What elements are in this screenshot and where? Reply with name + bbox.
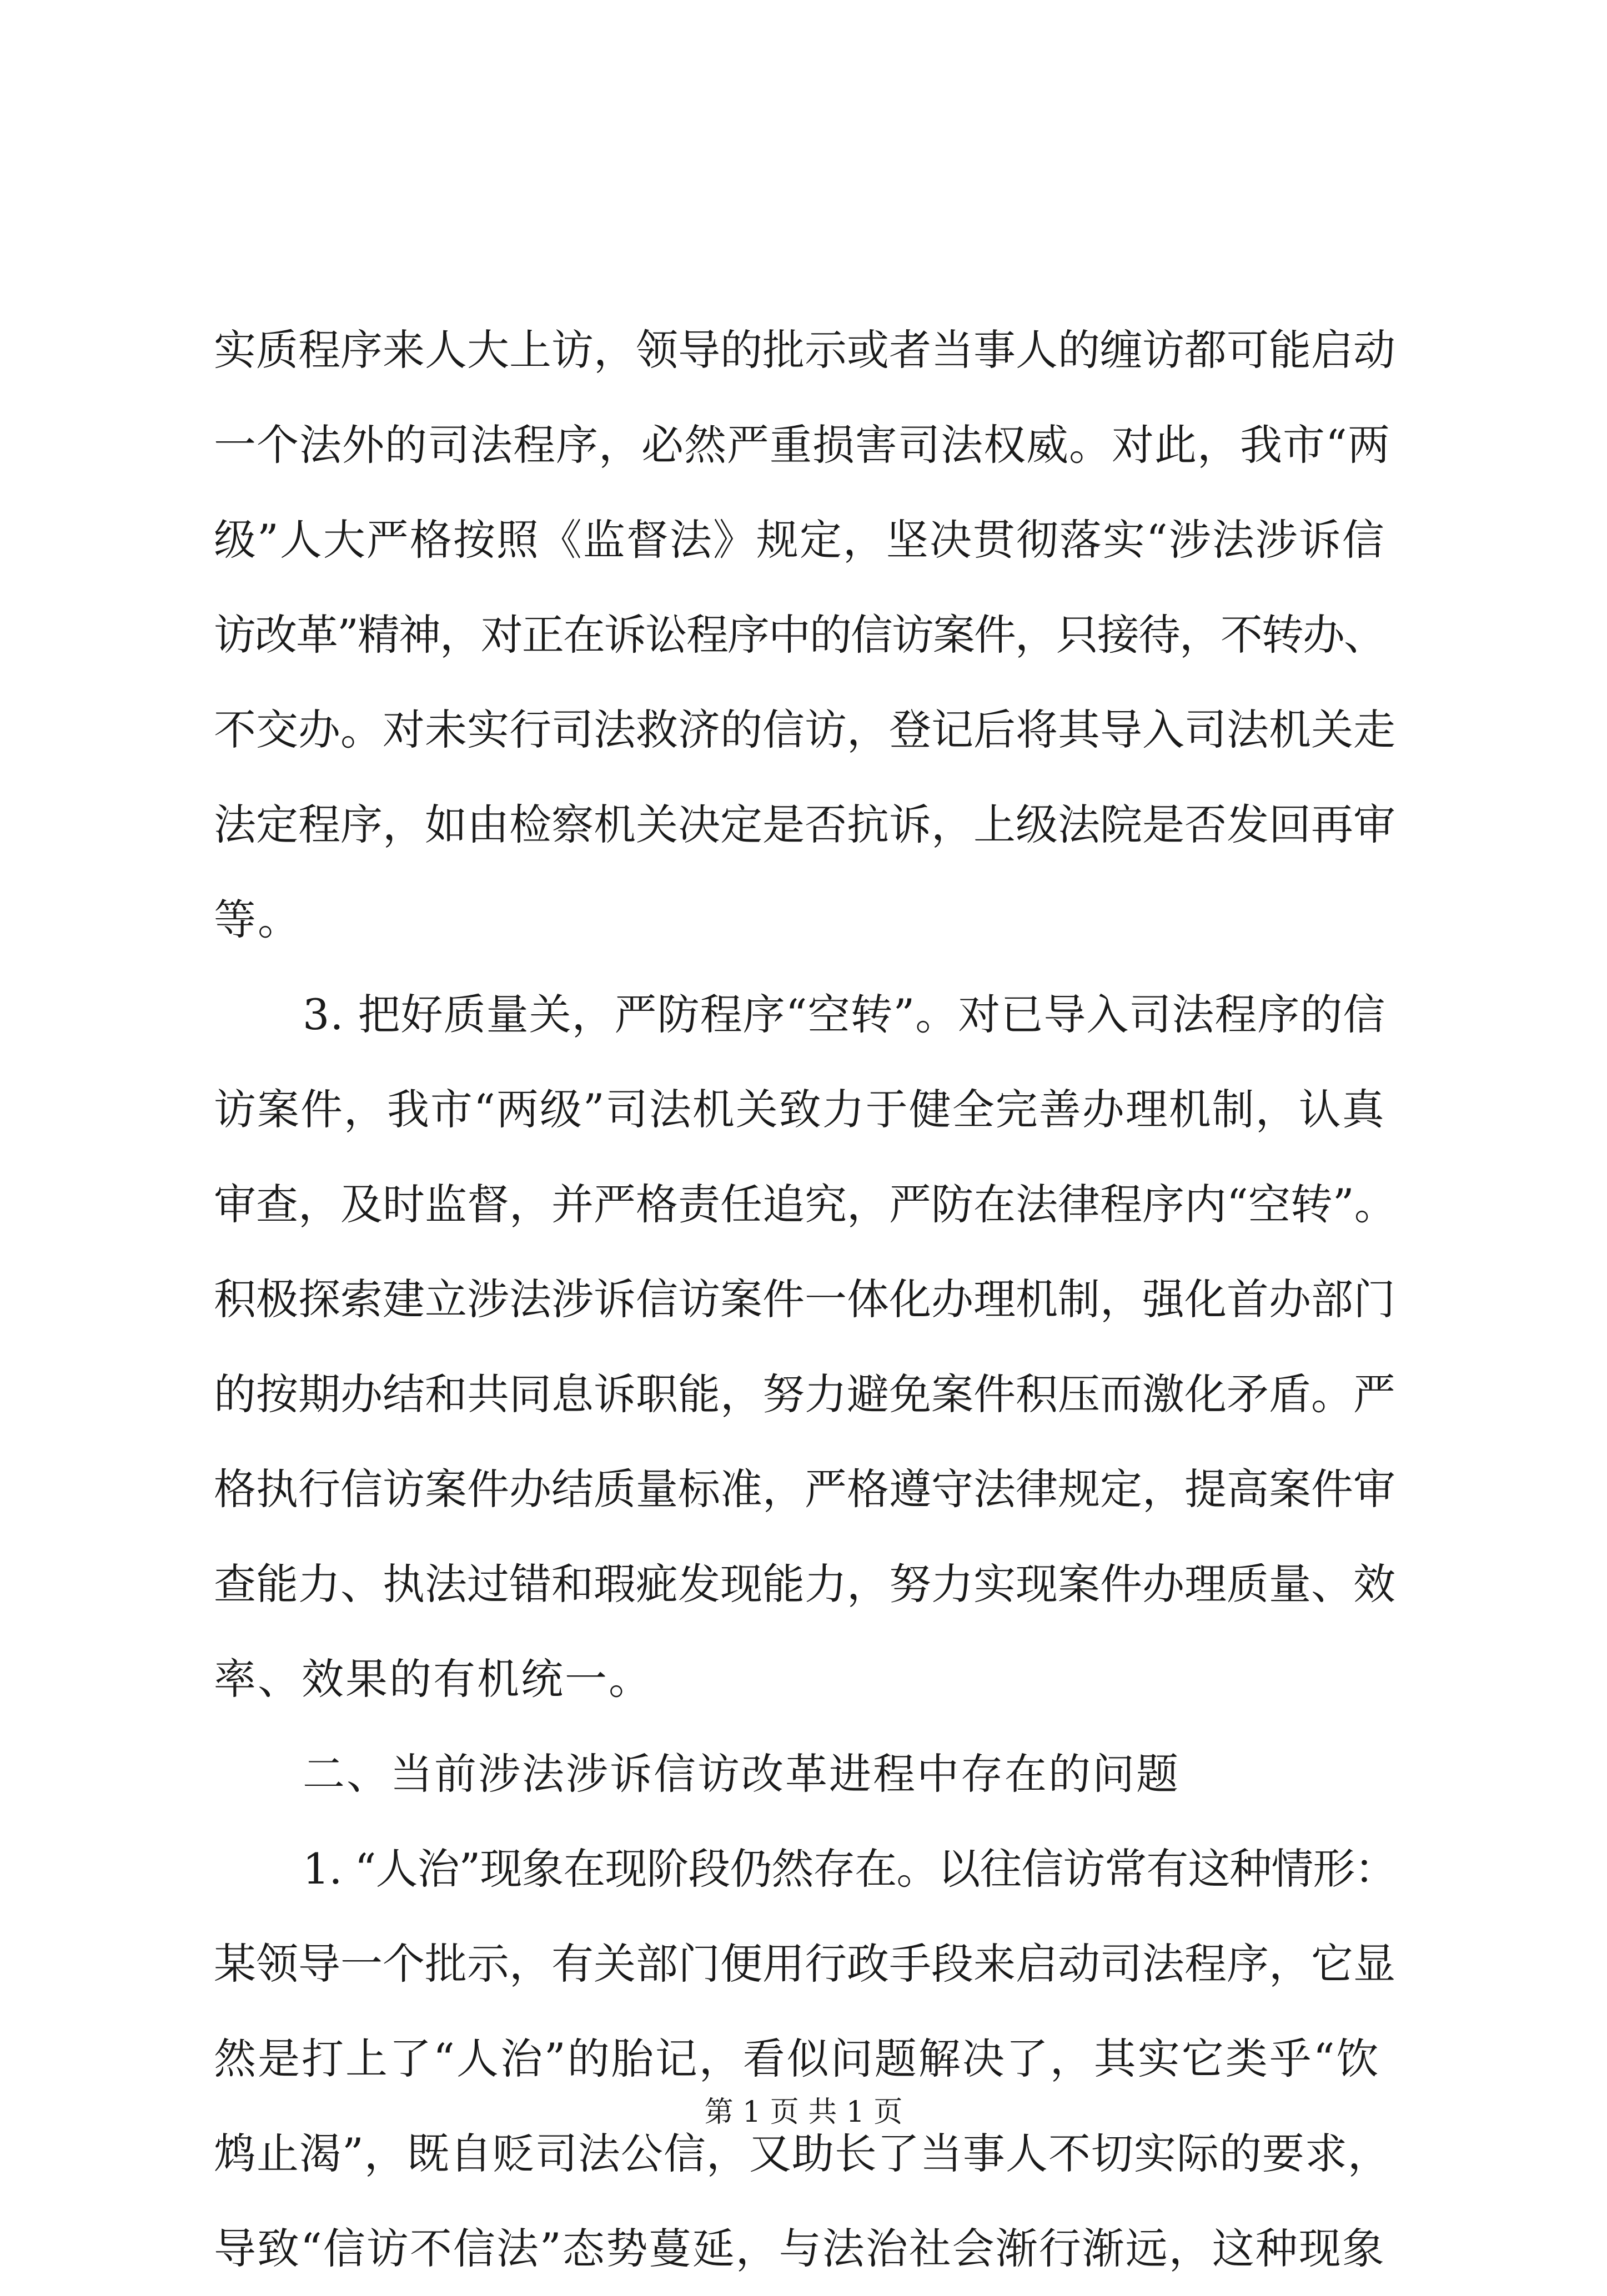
text-line: 级”人大严格按照《监督法》规定，坚决贯彻落实“涉法涉诉信: [214, 515, 1385, 565]
text-line: 鸩止渴”，既自贬司法公信，又助长了当事人不切实际的要求，: [214, 2129, 1390, 2178]
text-line: 实质程序来人大上访，领导的批示或者当事人的缠访都可能启动: [214, 325, 1395, 375]
text-line: 导致“信访不信法”态势蔓延，与法治社会渐行渐远，这种现象: [214, 2224, 1385, 2273]
paragraph-start-line: 1. “人治”现象在现阶段仍然存在。以往信访常有这种情形：: [303, 1844, 1397, 1894]
text-line: 积极探索建立涉法涉诉信访案件一体化办理机制，强化首办部门: [214, 1275, 1395, 1324]
text-line: 不交办。对未实行司法救济的信访，登记后将其导入司法机关走: [214, 705, 1395, 754]
text-line: 某领导一个批示，有关部门便用行政手段来启动司法程序，它显: [214, 1939, 1395, 1988]
paragraph-start-line: 3. 把好质量关，严防程序“空转”。对已导入司法程序的信: [303, 990, 1386, 1039]
text-line: 审查，及时监督，并严格责任追究，严防在法律程序内“空转”。: [214, 1180, 1397, 1229]
section-heading: 二、当前涉法涉诉信访改革进程中存在的问题: [303, 1749, 1180, 1799]
body-text: [214, 303, 1397, 2296]
text-line: 的按期办结和共同息诉职能，努力避免案件积压而激化矛盾。严: [214, 1369, 1395, 1419]
text-line: 等。: [214, 895, 302, 944]
text-line: 查能力、执法过错和瑕疵发现能力，努力实现案件办理质量、效: [214, 1559, 1395, 1609]
text-line: 访改革”精神，对正在诉讼程序中的信访案件，只接待，不转办、: [214, 610, 1385, 659]
text-line: 法定程序，如由检察机关决定是否抗诉，上级法院是否发回再审: [214, 800, 1395, 849]
text-line: 然是打上了“人治”的胎记，看似问题解决了，其实它类乎“饮: [214, 2034, 1380, 2083]
text-line: 一个法外的司法程序，必然严重损害司法权威。对此，我市“两: [214, 420, 1390, 470]
text-line: 率、效果的有机统一。: [214, 1654, 652, 1704]
page-footer: 第 1 页 共 1 页: [704, 2096, 903, 2129]
text-line: 格执行信访案件办结质量标准，严格遵守法律规定，提高案件审: [214, 1464, 1395, 1514]
text-line: 访案件，我市“两级”司法机关致力于健全完善办理机制，认真: [214, 1085, 1385, 1134]
